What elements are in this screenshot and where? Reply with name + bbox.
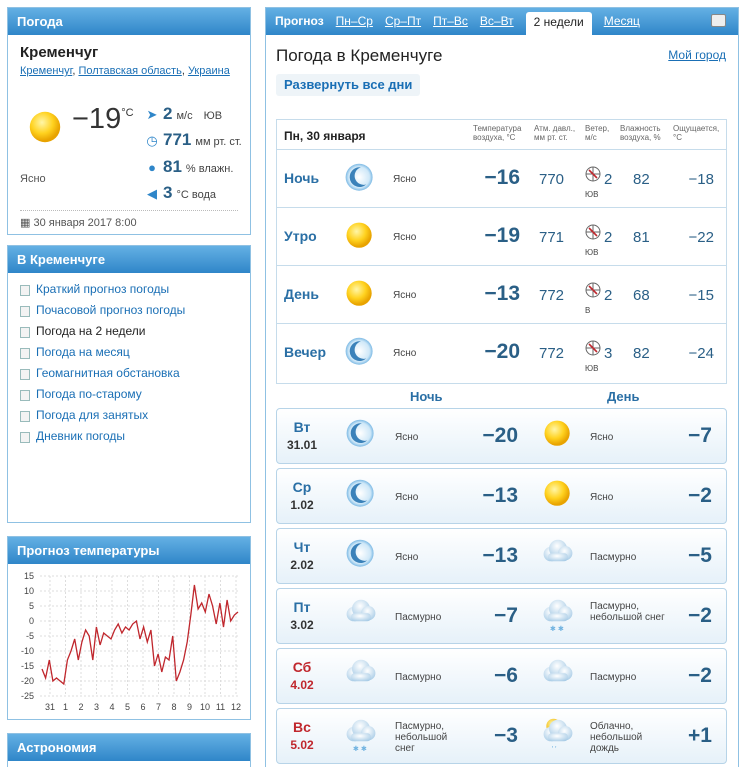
chart-x-tick-label: 2: [78, 702, 84, 712]
period-name: Вечер: [284, 344, 327, 360]
moon-icon: [342, 161, 378, 197]
chart-x-tick-label: 31: [44, 702, 56, 712]
moon-icon: [342, 335, 378, 371]
night-temperature: −13: [482, 544, 518, 567]
chart-x-tick-label: 11: [215, 702, 226, 712]
chart-y-tick-label: -20: [20, 676, 34, 686]
chart-x-tick-label: 10: [199, 702, 211, 712]
wind-info: ➤ 2 м/с ЮВ: [146, 104, 223, 123]
night-temperature: −6: [494, 664, 518, 687]
region-link-country[interactable]: Украина: [187, 65, 230, 77]
current-temperature: $-19^{^\circ C}$: [72, 103, 134, 135]
day-column-header: День: [607, 389, 640, 404]
link-month[interactable]: Погода на месяц: [20, 342, 250, 363]
day-temperature: −2: [688, 604, 712, 627]
chart-y-tick-label: 10: [23, 586, 34, 596]
day-condition: Облачно, небольшой дождь: [590, 721, 643, 754]
chart-x-tick-label: 12: [230, 702, 242, 712]
link-old-style[interactable]: Погода по-старому: [20, 384, 250, 405]
print-icon[interactable]: [711, 14, 726, 27]
cloud-icon: [540, 657, 576, 693]
chart-y-tick-label: 5: [28, 601, 34, 611]
period-humidity: 68: [633, 287, 650, 304]
day-date: 31.01: [286, 438, 318, 452]
period-pressure: 770: [539, 171, 565, 188]
period-feels-like: −24: [688, 345, 714, 362]
day-forecast-row[interactable]: [276, 408, 727, 464]
observation-date: ▦ 30 января 2017 8:00: [20, 210, 238, 229]
chart-y-tick-label: -15: [20, 661, 34, 671]
period-wind-speed: 2: [604, 287, 613, 304]
day-forecast-row[interactable]: [276, 708, 727, 764]
city-links-list: [8, 273, 250, 447]
city-name: Кременчуг: [20, 44, 99, 61]
wind-direction-icon: [584, 165, 602, 193]
day-temperature: −2: [688, 484, 712, 507]
wind-direction-icon: [584, 223, 602, 251]
night-temperature: −3: [494, 724, 518, 747]
period-condition: Ясно: [393, 174, 417, 185]
sun-icon: [26, 108, 64, 146]
cloud-snow-icon: [343, 717, 379, 753]
day-date: 2.02: [290, 558, 314, 572]
period-pressure: 771: [539, 229, 565, 246]
period-wind-speed: 3: [604, 345, 613, 362]
temperature-chart-panel: [7, 536, 251, 720]
chart-x-tick-label: 1: [62, 702, 69, 712]
temperature-chart: [8, 564, 250, 719]
night-condition: Пасмурно: [395, 612, 442, 623]
day-condition: Ясно: [590, 432, 614, 443]
night-temperature: −7: [494, 604, 518, 627]
col-temp: Температура воздуха, °C: [473, 124, 522, 142]
sun-icon: [342, 219, 378, 255]
period-feels-like: −18: [688, 171, 714, 188]
today-period-row: [277, 266, 726, 324]
gauge-icon: ◷: [146, 133, 158, 148]
period-temperature: −19: [484, 224, 520, 247]
day-date: 1.02: [290, 498, 314, 512]
day-weekday: Чт: [293, 539, 311, 555]
day-date: 5.02: [290, 738, 314, 752]
tab-fri-sun[interactable]: Пт–Вс: [433, 14, 468, 28]
chart-x-tick-label: 7: [155, 702, 162, 712]
cloud-icon: [343, 657, 379, 693]
svg-text:′ ′: ′ ′: [551, 744, 557, 753]
link-short-forecast[interactable]: Краткий прогноз погоды: [20, 279, 250, 300]
period-wind-speed: 2: [604, 171, 613, 188]
period-humidity: 82: [633, 171, 650, 188]
day-weekday: Вт: [293, 419, 311, 435]
period-feels-like: −15: [688, 287, 714, 304]
col-pressure: Атм. давл., мм рт. ст.: [534, 124, 576, 142]
tab-two-weeks[interactable]: 2 недели: [526, 12, 592, 35]
moon-icon: [343, 477, 379, 513]
link-geomagnetic[interactable]: Геомагнитная обстановка: [20, 363, 250, 384]
day-condition: Пасмурно: [590, 552, 637, 563]
day-condition: Ясно: [590, 492, 614, 503]
today-period-row: [277, 150, 726, 208]
my-city-link[interactable]: Мой город: [668, 48, 726, 62]
chart-series-line: [42, 585, 238, 684]
link-diary[interactable]: Дневник погоды: [20, 426, 250, 447]
period-wind-speed: 2: [604, 229, 613, 246]
period-name: Ночь: [284, 170, 320, 186]
tab-forecast[interactable]: Прогноз: [275, 14, 324, 28]
wind-direction-icon: [584, 339, 602, 367]
period-humidity: 81: [633, 229, 650, 246]
period-wind-direction: ЮВ: [585, 248, 599, 257]
water-temp-info: ◀ 3 °C вода: [147, 183, 216, 202]
svg-text:✱ ✱: ✱ ✱: [549, 624, 564, 633]
day-weekday: Пт: [293, 599, 311, 615]
chart-x-tick-label: 6: [140, 702, 146, 712]
current-condition: Ясно: [20, 173, 46, 185]
period-name: Утро: [284, 228, 317, 244]
period-pressure: 772: [539, 345, 565, 362]
period-pressure: 772: [539, 287, 565, 304]
chart-x-tick-label: 8: [171, 702, 177, 712]
forecast-main: [265, 7, 739, 767]
sun-cloud-rain-icon: [540, 717, 576, 753]
night-condition: Ясно: [395, 432, 419, 443]
period-wind-direction: ЮВ: [585, 364, 599, 373]
night-temperature: −13: [482, 484, 518, 507]
sun-icon: [342, 277, 378, 313]
day-forecast-row[interactable]: [276, 648, 727, 704]
day-weekday: Вс: [293, 719, 311, 735]
region-breadcrumb: Кременчуг, Полтавская область, Украина: [20, 65, 230, 77]
chart-x-tick-label: 5: [124, 702, 131, 712]
chart-y-tick-label: -10: [20, 646, 34, 656]
period-condition: Ясно: [393, 348, 417, 359]
cloud-snow-icon: [540, 597, 576, 633]
period-feels-like: −22: [688, 229, 714, 246]
today-date: Пн, 30 января: [284, 129, 366, 143]
pressure-info: ◷ 771 мм рт. ст.: [146, 130, 242, 149]
period-condition: Ясно: [393, 290, 417, 301]
period-wind-direction: ЮВ: [585, 190, 599, 199]
today-period-row: [277, 208, 726, 266]
period-name: День: [284, 286, 319, 302]
current-weather-panel: [7, 7, 251, 235]
humidity-info: ● 81 % влажн.: [145, 157, 233, 177]
tab-mon-wed[interactable]: Пн–Ср: [335, 14, 373, 28]
period-temperature: −13: [484, 282, 520, 305]
tab-month[interactable]: Месяц: [603, 14, 640, 28]
chart-y-tick-label: 15: [23, 571, 34, 581]
col-wind: Ветер, м/с: [585, 124, 610, 142]
period-wind-direction: В: [585, 306, 591, 315]
drop-icon: ●: [148, 160, 156, 175]
period-condition: Ясно: [393, 232, 417, 243]
chart-y-tick-label: -5: [25, 631, 34, 641]
link-two-weeks[interactable]: Погода на 2 недели: [20, 321, 250, 342]
moon-icon: [343, 537, 379, 573]
wind-arrow-icon: ➤: [146, 107, 158, 122]
day-temperature: −7: [688, 424, 712, 447]
day-temperature: +1: [688, 724, 712, 747]
fish-icon: ◀: [147, 186, 157, 201]
forecast-tabs: [266, 8, 738, 35]
night-condition: Пасмурно, небольшой снег: [395, 721, 448, 754]
region-link-oblast[interactable]: Полтавская область: [78, 65, 182, 77]
city-links-title: В Кременчуге: [8, 246, 250, 273]
day-forecast-row[interactable]: [276, 528, 727, 584]
current-weather-title: Погода: [8, 8, 250, 35]
night-condition: Ясно: [395, 552, 419, 563]
chart-y-tick-label: 0: [28, 616, 34, 626]
today-period-row: [277, 324, 726, 382]
night-temperature: −20: [482, 424, 518, 447]
region-link-city[interactable]: Кременчуг: [20, 65, 73, 77]
col-feels: Ощущается, °C: [673, 124, 720, 142]
cloud-icon: [540, 537, 576, 573]
night-column-header: Ночь: [410, 389, 443, 404]
wind-direction-icon: [584, 281, 602, 309]
city-links-panel: [7, 245, 251, 523]
period-temperature: −16: [484, 166, 520, 189]
link-busy[interactable]: Погода для занятых: [20, 405, 250, 426]
day-temperature: −2: [688, 664, 712, 687]
temperature-chart-title: Прогноз температуры: [8, 537, 250, 564]
moon-icon: [343, 417, 379, 453]
svg-text:✱ ✱: ✱ ✱: [352, 744, 367, 753]
day-temperature: −5: [688, 544, 712, 567]
chart-x-tick-label: 9: [186, 702, 193, 712]
today-header: [277, 120, 726, 150]
day-weekday: Ср: [292, 479, 312, 495]
tab-sun-tue[interactable]: Вс–Вт: [479, 14, 514, 28]
night-condition: Пасмурно: [395, 672, 442, 683]
day-weekday: Сб: [292, 659, 312, 675]
chart-y-tick-label: -25: [20, 691, 34, 701]
cloud-icon: [343, 597, 379, 633]
day-date: 3.02: [290, 618, 314, 632]
chart-x-tick-label: 4: [109, 702, 115, 712]
night-condition: Ясно: [395, 492, 419, 503]
col-humidity: Влажность воздуха, %: [620, 124, 661, 142]
astronomy-title: Астрономия: [8, 734, 250, 761]
day-condition: Пасмурно: [590, 672, 637, 683]
day-forecast-row[interactable]: [276, 468, 727, 524]
page-title: Погода в Кременчуге: [276, 46, 443, 65]
link-hourly-forecast[interactable]: Почасовой прогноз погоды: [20, 300, 250, 321]
expand-all-days-button[interactable]: Развернуть все дни: [276, 74, 420, 96]
today-table: [276, 119, 727, 384]
sun-icon: [540, 417, 576, 453]
period-temperature: −20: [484, 340, 520, 363]
sun-icon: [540, 477, 576, 513]
day-condition: Пасмурно, небольшой снег: [590, 601, 665, 623]
astronomy-panel: [7, 733, 251, 767]
period-humidity: 82: [633, 345, 650, 362]
tab-wed-fri[interactable]: Ср–Пт: [384, 14, 422, 28]
chart-x-tick-label: 3: [93, 702, 100, 712]
day-forecast-row[interactable]: [276, 588, 727, 644]
day-date: 4.02: [290, 678, 314, 692]
